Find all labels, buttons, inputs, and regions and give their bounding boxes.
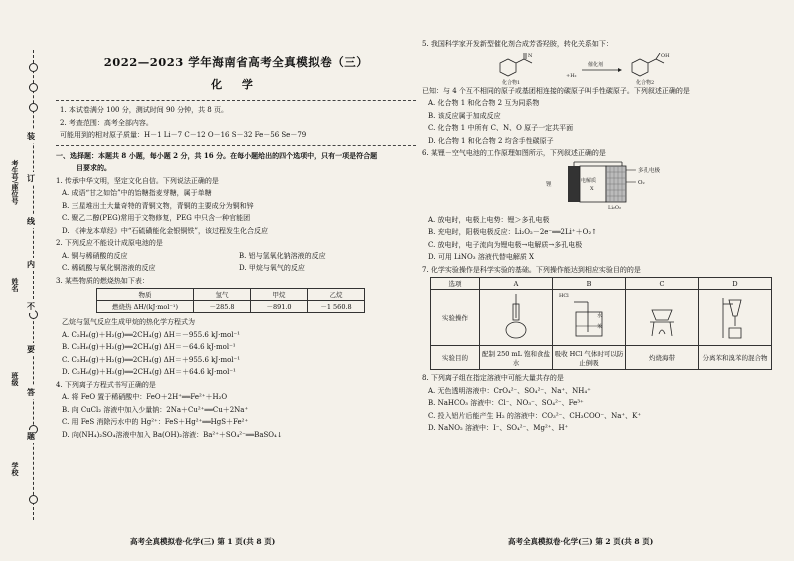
option-c: C. 稀硫酸与氧化铜溶液的反应 [62, 264, 156, 272]
option-b: B. 三星堆出土大量奇特的青铜文物，青铜的主要成分为铜和锌 [62, 201, 254, 210]
catalyst-label: 催化剂 [588, 61, 604, 68]
label-exam-number: 考生号/座位号 [11, 160, 20, 205]
li2o2-label: Li₂O₂ [608, 204, 622, 210]
exam-subject: 化 学 [211, 78, 261, 91]
option-c: C. C₂H₆(g)＋H₂(g)══2CH₄(g) ΔH＝＋955.6 kJ·mol⁻¹ [62, 355, 241, 364]
apparatus-c [626, 290, 699, 346]
right-column [422, 38, 784, 435]
binding-hole [29, 103, 38, 112]
option-d: D. 可用 LiNO₃ 溶液代替电解质 X [428, 253, 535, 261]
option-b: B. NaHCO₃ 溶液中：Cl⁻、NO₃⁻、SO₄²⁻、Fe³⁺ [428, 399, 584, 407]
question-stem: 8. 下列离子组在指定溶液中可能大量共存的是 [422, 374, 564, 382]
binding-hole [29, 83, 38, 92]
note-line: 2. 考查范围：高考全部内容。 [60, 118, 153, 127]
table-header-cell: B [553, 278, 626, 290]
option-b: B. 铝与氢氧化钠溶液的反应 [239, 251, 326, 260]
table-header-cell: 甲烷 [251, 289, 308, 301]
goal-c: 灼烧海带 [626, 346, 699, 370]
table-header-cell: 乙烷 [308, 289, 365, 301]
option-d: D. C₂H₆(g)＋H₂(g)══2CH₄(g) ΔH＝＋64.6 kJ·mol⁻¹ [62, 368, 236, 376]
question-4 [56, 379, 416, 442]
footer-right: 高考全真模拟卷·化学(三) 第 2 页(共 8 页) [508, 537, 654, 546]
option-a: A. 将 FeO 置于稀硝酸中：FeO＋2H⁺══Fe²⁺＋H₂O [62, 393, 228, 401]
option-d: D. 甲烷与氧气的反应 [239, 264, 305, 272]
question-note: 已知：与 4 个互不相同的原子或基团相连接的碳原子叫手性碳原子。下列叙述正确的是 [422, 86, 690, 95]
question-stem: 7. 化学实验操作是科学实验的基础。下列操作能达到相应实验目的的是 [422, 265, 641, 274]
row-label: 实验操作 [431, 290, 480, 346]
exam-notes [56, 100, 416, 146]
label-name: 姓名 [11, 278, 20, 292]
note-line: 可能用到的相对原子质量：H－1 Li－7 C－12 O－16 S－32 Fe－56 Se－79 [60, 131, 307, 139]
heat-table [96, 288, 365, 313]
table-cell: －285.8 [194, 301, 251, 313]
battery-diagram [422, 160, 784, 210]
goal-b: 吸收 HCl 气体时可以防止倒吸 [553, 346, 626, 370]
option-a: A. 铜与稀硝酸的反应 [62, 251, 128, 260]
atom-oh: OH [661, 52, 670, 59]
arrow-head [618, 68, 622, 72]
row-label: 实验目的 [431, 346, 480, 370]
seal-char: 订 [27, 173, 35, 183]
option-a: A. 化合物 1 和化合物 2 互为同系物 [428, 99, 540, 107]
table-header-cell: C [626, 278, 699, 290]
binding-hole [29, 495, 38, 504]
question-7 [422, 264, 784, 371]
option-d: D. 向(NH₄)₂SO₄溶液中加入 Ba(OH)₂溶液：Ba²⁺＋SO₄²⁻══BaSO₄↓ [62, 430, 283, 439]
option-d: D. NaNO₂ 溶液中：I⁻、SO₄²⁻、Mg²⁺、H⁺ [428, 424, 569, 432]
compound2-label: 化合物2 [636, 79, 655, 86]
experiment-table [430, 277, 772, 370]
lithium-label: 锂 [546, 181, 552, 188]
question-6 [422, 147, 784, 264]
electrolyte-x-label: X [590, 185, 594, 192]
option-a: A. 成语“甘之如饴”中的饴糖指麦芽糖，属于单糖 [62, 189, 212, 197]
question-stem: 5. 我国科学家开发新型催化剂合成芳香羟胺，转化关系如下： [422, 40, 613, 48]
compound2-structure [632, 53, 664, 76]
atom-n: N [528, 52, 533, 59]
option-a: A. C₂H₆(g)＋H₂(g)══2CH₄(g) ΔH＝－955.6 kJ·mol⁻¹ [62, 330, 240, 339]
reagent-label: +H₂ [566, 72, 577, 79]
question-stem: 2. 下列反应不能设计成原电池的是 [56, 239, 163, 247]
question-stem: 1. 传承中华文明，坚定文化自信。下列说法正确的是 [56, 176, 219, 185]
crucible-icon [642, 294, 682, 340]
table-cell: －1 560.8 [308, 301, 365, 313]
table-header-cell: 氢气 [194, 289, 251, 301]
footer-left: 高考全真模拟卷·化学(三) 第 1 页(共 8 页) [130, 537, 276, 546]
question-3 [56, 275, 416, 379]
question-5 [422, 38, 784, 147]
question-stem: 4. 下列离子方程式书写正确的是 [56, 380, 156, 389]
option-c: C. 放电时，电子流向为锂电极→电解质→多孔电极 [428, 240, 583, 249]
table-cell: －891.0 [251, 301, 308, 313]
goal-a: 配制 250 mL 饱和食盐水 [480, 346, 553, 370]
question-1 [56, 175, 416, 238]
section-heading-cont: 目要求的。 [76, 163, 111, 172]
option-d: D. 化合物 1 和化合物 2 均含手性碳原子 [428, 136, 554, 145]
gas-absorption-icon [564, 294, 614, 340]
binding-hole [29, 63, 38, 72]
table-header-cell: 选项 [431, 278, 480, 290]
question-ask: 乙烷与氢气反应生成甲烷的热化学方程式为 [62, 318, 195, 326]
reaction-diagram [422, 53, 784, 87]
table-cell: 燃烧热 ΔH/(kJ·mol⁻¹) [97, 301, 194, 313]
option-b: B. 向 CuCl₂ 溶液中加入少量钠：2Na＋Cu²⁺══Cu＋2Na⁺ [62, 405, 249, 414]
volumetric-flask-icon [501, 294, 531, 340]
lithium-electrode [568, 166, 580, 202]
apparatus-b [553, 290, 626, 346]
option-b: B. 充电时，阳极电极反应：Li₂O₂－2e⁻══2Li⁺＋O₂↑ [428, 228, 597, 236]
binding-line [33, 50, 34, 520]
compound1-label: 化合物1 [502, 79, 521, 86]
seal-char: 要 [27, 344, 35, 354]
seal-char: 线 [27, 216, 35, 226]
reaction-scheme [422, 52, 784, 86]
porous-electrode-label: 多孔电极 [638, 167, 661, 174]
option-d: D. 《神龙本草经》中“石硫磺能化金银铜铁”，该过程发生化合反应 [62, 226, 268, 235]
hcl-label: HCl [559, 293, 569, 299]
seal-char: 答 [27, 387, 35, 397]
benzene-label: 苯 [597, 324, 603, 330]
option-c: C. 化合物 1 中所有 C、N、O 原子一定共平面 [428, 124, 574, 132]
seal-char: 题 [27, 431, 35, 441]
electrolyte-region [580, 166, 606, 202]
option-b: B. C₂H₆(g)＋H₂(g)══2CH₄(g) ΔH＝－64.6 kJ·mol⁻¹ [62, 343, 236, 351]
label-school: 学校 [11, 462, 20, 476]
option-a: A. 无色透明溶液中：CrO₄²⁻、SO₄²⁻、Na⁺、NH₄⁺ [428, 386, 591, 395]
question-2 [56, 237, 416, 275]
exam-title: 2022—2023 学年海南省高考全真模拟卷（三） [103, 55, 369, 69]
question-stem: 3. 某些物质的燃烧热如下表： [56, 276, 149, 285]
option-c: C. 用 FeS 消除污水中的 Hg²⁺：FeS＋Hg²⁺══HgS＋Fe²⁺ [62, 418, 249, 426]
note-line: 1. 本试卷满分 100 分，测试时间 90 分钟，共 8 页。 [60, 106, 228, 114]
question-stem: 6. 某锂－空气电池的工作原理如图所示，下列叙述正确的是 [422, 149, 606, 157]
seal-char: 不 [27, 301, 35, 311]
option-a: A. 放电时，电极上电势：锂＞多孔电极 [428, 215, 550, 224]
apparatus-a [480, 290, 553, 346]
option-c: C. 聚乙二醇(PEG)常用于文物修复，PEG 中只含一种官能团 [62, 214, 251, 222]
goal-d: 分离苯和溴苯的混合物 [699, 346, 772, 370]
section-heading: 一、选择题：本题共 8 小题，每小题 2 分，共 16 分。在每小题给出的四个选项中，只有一项是符合题 [56, 150, 378, 160]
table-header-cell: 物质 [97, 289, 194, 301]
seal-char: 内 [27, 259, 35, 269]
option-b: B. 该反应属于加成反应 [428, 111, 501, 120]
option-c: C. 投入铝片后能产生 H₂ 的溶液中：CO₃²⁻、CH₃COO⁻、Na⁺、K⁺ [428, 411, 642, 420]
apparatus-d [699, 290, 772, 346]
question-8 [422, 372, 784, 435]
seal-char: 装 [27, 131, 35, 141]
left-column [56, 40, 416, 441]
binding-strip [0, 0, 48, 561]
table-header-cell: A [480, 278, 553, 290]
water-label: 水 [597, 313, 603, 319]
label-class: 班级 [11, 372, 20, 386]
oxygen-label: O₂ [638, 179, 645, 186]
separatory-funnel-icon [715, 294, 755, 340]
table-header-cell: D [699, 278, 772, 290]
electrolyte-label: 电解质 [581, 177, 597, 184]
